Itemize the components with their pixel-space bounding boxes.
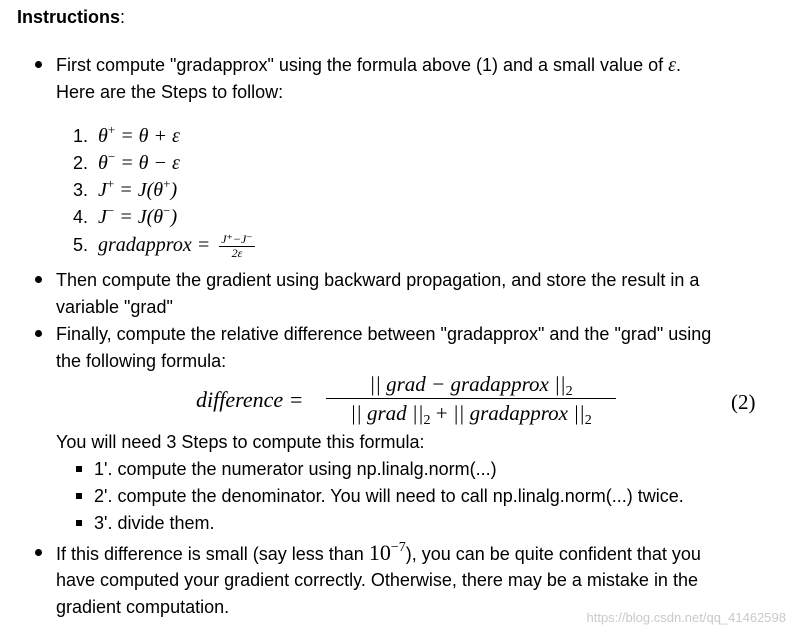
bullet-second-line2: variable "grad" <box>56 297 173 317</box>
ten-base: 10 <box>368 540 391 565</box>
square-bullet <box>76 466 82 472</box>
bullet-dot <box>35 549 42 556</box>
bullet-fourth-line3: gradient computation. <box>56 597 230 617</box>
bullet-first-line1 <box>56 52 681 79</box>
bullet-first-line2: Here are the Steps to follow: <box>56 82 284 102</box>
heading-colon: : <box>120 7 126 27</box>
first-line1-text: First compute "gradapprox" using the formula above (1) and a small value of <box>56 55 664 75</box>
formula-lhs: difference = <box>196 387 304 412</box>
bullet-fourth-line1 <box>56 539 701 568</box>
difference-formula <box>196 370 636 434</box>
denominator-b: || gradapprox || <box>452 401 585 425</box>
step-row-1 <box>73 123 180 150</box>
bullet-dot <box>35 61 42 68</box>
bullet-third-line1: Finally, compute the relative difference between "gradapprox" and the "grad" using <box>56 324 712 344</box>
step-row-2 <box>73 150 180 177</box>
fraction-denominator: 2ε <box>231 245 243 260</box>
step-rhs-sup: + <box>163 176 171 191</box>
step-lhs: J <box>98 206 107 228</box>
fraction-numerator: J⁺−J⁻ <box>221 231 253 246</box>
ten-power <box>369 540 406 565</box>
watermark-text: https://blog.csdn.net/qq_41462598 <box>586 610 786 625</box>
sub-step-1: 1'. compute the numerator using np.linalg.norm(...) <box>94 459 497 479</box>
denominator-a: || grad || <box>350 401 424 425</box>
instructions-heading <box>17 4 125 31</box>
formula-fraction <box>326 370 616 427</box>
step-rhs: = J(θ <box>114 206 164 228</box>
square-bullet <box>76 520 82 526</box>
ten-exponent: −7 <box>390 540 406 555</box>
step-rhs-end: ) <box>170 206 178 228</box>
step-sup: + <box>107 122 116 137</box>
sub-step-3: 3'. divide them. <box>94 513 215 533</box>
numerator-text: || grad − gradapprox || <box>369 372 566 396</box>
bullet-second-line1: Then compute the gradient using backward propagation, and store the result in a <box>56 270 700 290</box>
denominator-b-sub: 2 <box>584 413 592 428</box>
equation-number: (2) <box>731 390 756 414</box>
sub-step-2: 2'. compute the denominator. You will need to call np.linalg.norm(...) twice. <box>94 486 684 506</box>
step-fraction <box>219 233 254 260</box>
step-rhs: = <box>191 234 216 256</box>
step-number: 5. <box>73 235 89 255</box>
bullet-fourth-line2: have computed your gradient correctly. Otherwise, there may be a mistake in the <box>56 570 698 590</box>
step-rhs-end: ) <box>170 179 178 201</box>
step-sup: + <box>106 176 115 191</box>
step-lhs: θ <box>98 152 108 174</box>
step-number: 3. <box>73 180 89 200</box>
bullet-dot <box>35 276 42 283</box>
step-rhs: = θ + ε <box>115 125 180 147</box>
epsilon-symbol: ε <box>668 54 676 76</box>
numerator-sub: 2 <box>565 384 573 399</box>
step-lhs: J <box>98 179 107 201</box>
step-rhs: = J(θ <box>114 179 164 201</box>
step-row-3 <box>73 177 177 204</box>
step-lhs: θ <box>98 125 108 147</box>
step-rhs: = θ − ε <box>115 152 180 174</box>
step-number: 4. <box>73 207 89 227</box>
bullet-dot <box>35 330 42 337</box>
fourth-line1-a: If this difference is small (say less than <box>56 544 364 564</box>
bullet-third-line2: the following formula: <box>56 351 227 371</box>
fourth-line1-b: ), you can be quite confident that you <box>405 544 701 564</box>
step-number: 2. <box>73 153 89 173</box>
step-number: 1. <box>73 126 89 146</box>
step-lhs: gradapprox <box>98 234 192 256</box>
step-row-5 <box>73 232 255 260</box>
step-sup: − <box>107 149 116 164</box>
denominator-plus: + <box>430 401 453 425</box>
step-row-4 <box>73 204 177 231</box>
denominator-a-sub: 2 <box>423 413 431 428</box>
heading-label: Instructions <box>17 7 121 27</box>
formula-numerator <box>326 370 616 399</box>
step-sup: − <box>106 203 115 218</box>
first-line1-end: . <box>676 55 682 75</box>
step-rhs-sup: − <box>163 203 171 218</box>
formula-denominator <box>326 399 616 427</box>
square-bullet <box>76 493 82 499</box>
bullet-third-after: You will need 3 Steps to compute this formula: <box>56 432 425 452</box>
